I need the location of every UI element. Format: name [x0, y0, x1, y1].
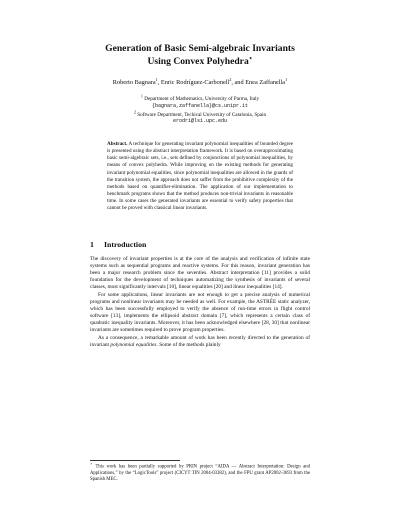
footnote-rule	[90, 460, 180, 461]
affiliations	[60, 93, 340, 125]
paragraph-3-text: As a consequence, a remarkable amount of work has been recently directed to the generation of invariant	[90, 335, 310, 349]
footnote	[90, 461, 310, 483]
author-name: Enric Rodríguez-Carbonell	[160, 79, 230, 86]
paper-title	[60, 42, 340, 68]
affil-mark: 1	[140, 93, 143, 99]
paragraph-3-tail: . Some of the methods plainly	[156, 342, 221, 349]
author-name: Roberto Bagnara	[112, 79, 156, 86]
paragraph-3	[90, 335, 310, 349]
section-title: Introduction	[104, 240, 147, 249]
title-footnote-mark: ⋆	[248, 55, 253, 62]
author-list	[40, 76, 360, 87]
footnote-mark: ⋆	[90, 461, 93, 466]
section-number: 1	[90, 240, 94, 249]
author-affil-mark: 1	[155, 76, 158, 82]
abstract-label: Abstract.	[107, 141, 128, 147]
affil-email: erodri@lsi.upc.edu	[172, 118, 227, 125]
affil-dept: Software Department, Techical University of Catalonia, Spain	[137, 111, 267, 118]
paragraph-2: For some applications, linear invariants are not enough to get a precise analysis of numerical programs and nonlinear invariants may be needed as well. For example, the ASTRÉE static analyzer, which has been successfully employed to verify the absence of run-time errors in flight control software [13], implements the ellipsoid abstract domain [7], which represents a certain class of quadratic inequality invariants. Moreover, it has been acknowledged elsewhere [28, 30] that nonlinear invariants are sometimes required to prove program properties.	[90, 291, 310, 334]
affiliation-2	[60, 108, 340, 119]
affil-dept: Department of Mathematics, University of Parma, Italy	[144, 96, 260, 102]
author-separator: , and	[231, 79, 246, 86]
affil-mark: 2	[133, 108, 136, 114]
title-line-2-text: Using Convex Polyhedra	[147, 56, 249, 67]
body-text	[90, 256, 310, 349]
abstract	[107, 141, 293, 213]
paragraph-1: The discovery of invariant properties is at the core of the analysis and verification of infinite state systems such as sequential programs and reactive systems. For this reason, invariant generation has been a major research problem since the seventies. Abstract interpretation [11] provides a solid foundation for the development of techniques automatizing the synthesis of invariants of several classes, most significantly intervals [10], linear equalities [20] and linear inequalities [14].	[90, 256, 310, 291]
affiliation-1	[60, 93, 340, 103]
affil-email: {bagnara,zaffanella}@cs.unipr.it	[151, 102, 248, 109]
footnote-text: This work has been partially supported by PRIN project “AIDA — Abstract Interpretation: Design and Applications,” by the “LogicTools” project (CICYT TIN 2004-03382), and the FPU grant AP2002-3693 from the Spanish MEC.	[90, 464, 310, 482]
paragraph-3-emphasis: polynomial equalities	[110, 342, 157, 349]
title-line-1: Generation of Basic Semi-algebraic Invariants	[105, 43, 295, 54]
abstract-text: A technique for generating invariant polynomial inequalities of bounded degree is presented using the abstract interpretation framework. It is based on overapproximating basic semi-algebraic sets, i.e., sets defined by conjunctions of polynomial inequalities, by means of convex polyhedra. While improving on the existing methods for generating invariant polynomial equalities, since polynomial inequalities are allowed in the guards of the transition system, the approach does not suffer from the prohibitive complexity of the methods based on quantifier-elimination. The application of our implementation to benchmark programs shows that the method produces non-trivial invariants in reasonable time. In some cases the generated invariants are essential to verify safety properties that cannot be proved with classical linear invariants.	[107, 141, 293, 212]
author-separator: ,	[157, 79, 161, 86]
author-name: Enea Zaffanella	[245, 79, 286, 86]
author-affil-mark: 2	[229, 76, 232, 82]
title-line-2	[60, 55, 340, 68]
section-heading	[90, 240, 146, 250]
author-affil-mark: 1	[285, 76, 288, 82]
